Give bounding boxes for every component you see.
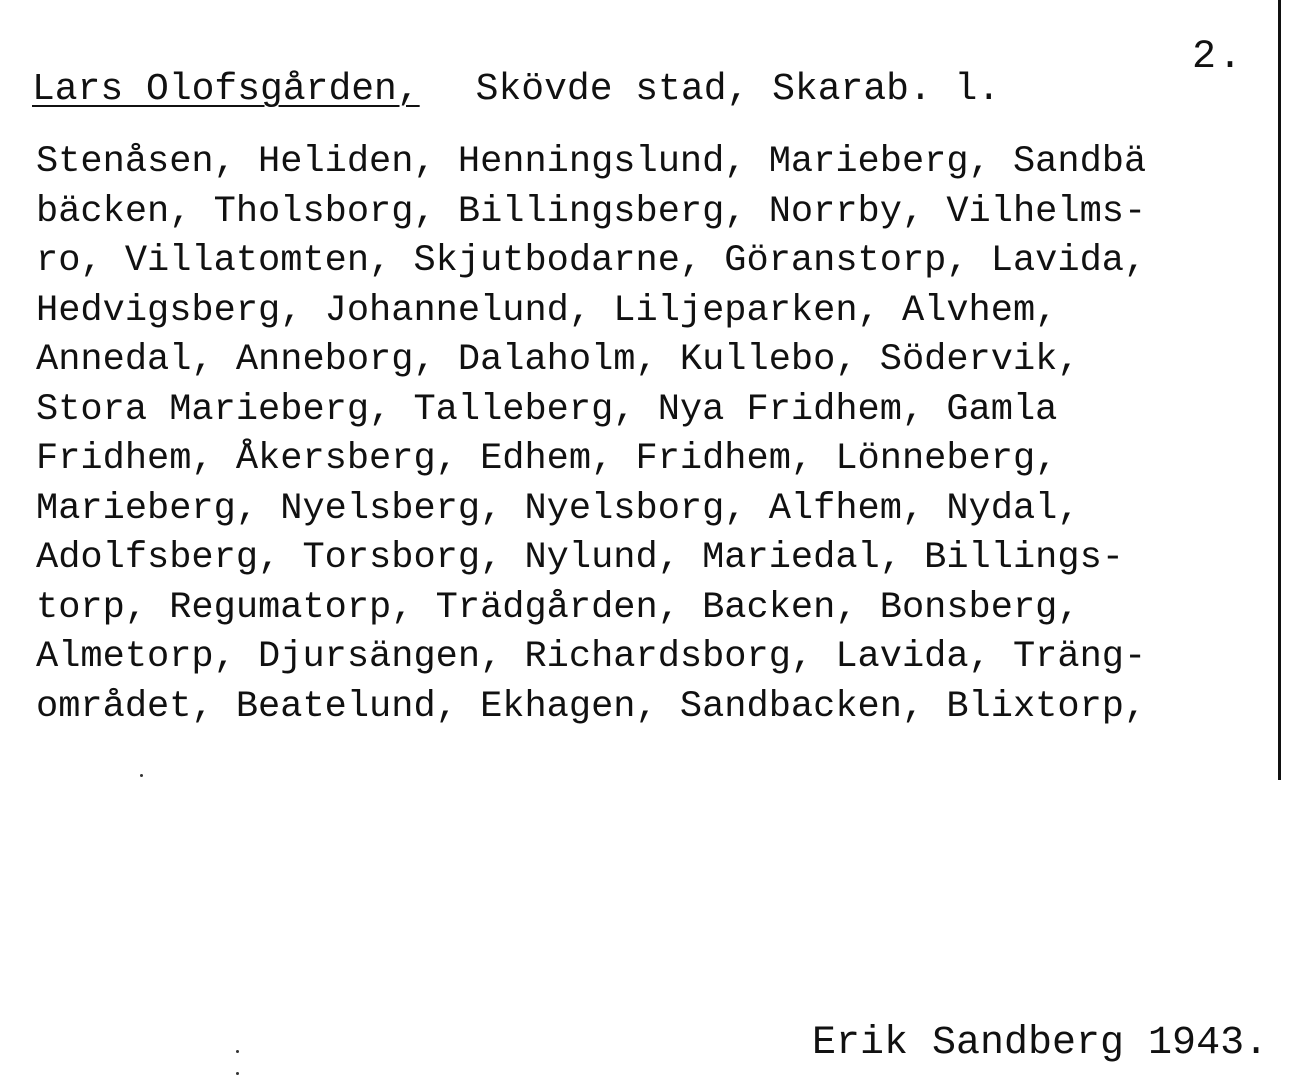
text-line: Fridhem, Åkersberg, Edhem, Fridhem, Lönneberg, bbox=[36, 438, 1058, 480]
card-header bbox=[32, 68, 1000, 112]
place-name-list bbox=[36, 138, 1276, 732]
text-line: Annedal, Anneborg, Dalaholm, Kullebo, Södervik, bbox=[36, 339, 1080, 381]
text-line: Stora Marieberg, Talleberg, Nya Fridhem, Gamla bbox=[36, 388, 1058, 431]
ink-speck bbox=[236, 1050, 239, 1053]
page-number: 2. bbox=[1192, 35, 1245, 80]
text-line: bäcken, Tholsborg, Billingsberg, Norrby, Vilhelms- bbox=[36, 190, 1147, 233]
text-line: ro, Villatomten, Skjutbodarne, Göranstorp, Lavida, bbox=[36, 240, 1147, 282]
ink-speck bbox=[236, 1072, 239, 1075]
signature: Erik Sandberg 1943. bbox=[812, 1021, 1269, 1066]
card-location: Skövde stad, Skarab. l. bbox=[475, 68, 1001, 111]
card-title: Lars Olofsgården, bbox=[32, 68, 420, 111]
text-line: Stenåsen, Heliden, Henningslund, Marieberg, Sandbä bbox=[36, 141, 1147, 183]
text-line: Hedvigsberg, Johannelund, Liljeparken, Alvhem, bbox=[36, 289, 1058, 332]
ink-speck bbox=[140, 774, 143, 777]
text-line: torp, Regumatorp, Trädgården, Backen, Bonsberg, bbox=[36, 586, 1080, 629]
text-line: området, Beatelund, Ekhagen, Sandbacken, Blixtorp, bbox=[36, 685, 1147, 728]
text-line: Adolfsberg, Torsborg, Nylund, Mariedal, Billings- bbox=[36, 537, 1124, 579]
text-line: Almetorp, Djursängen, Richardsborg, Lavida, Träng- bbox=[36, 636, 1147, 678]
text-line: Marieberg, Nyelsberg, Nyelsborg, Alfhem, Nydal, bbox=[36, 487, 1080, 530]
card-edge-line bbox=[1278, 0, 1281, 780]
